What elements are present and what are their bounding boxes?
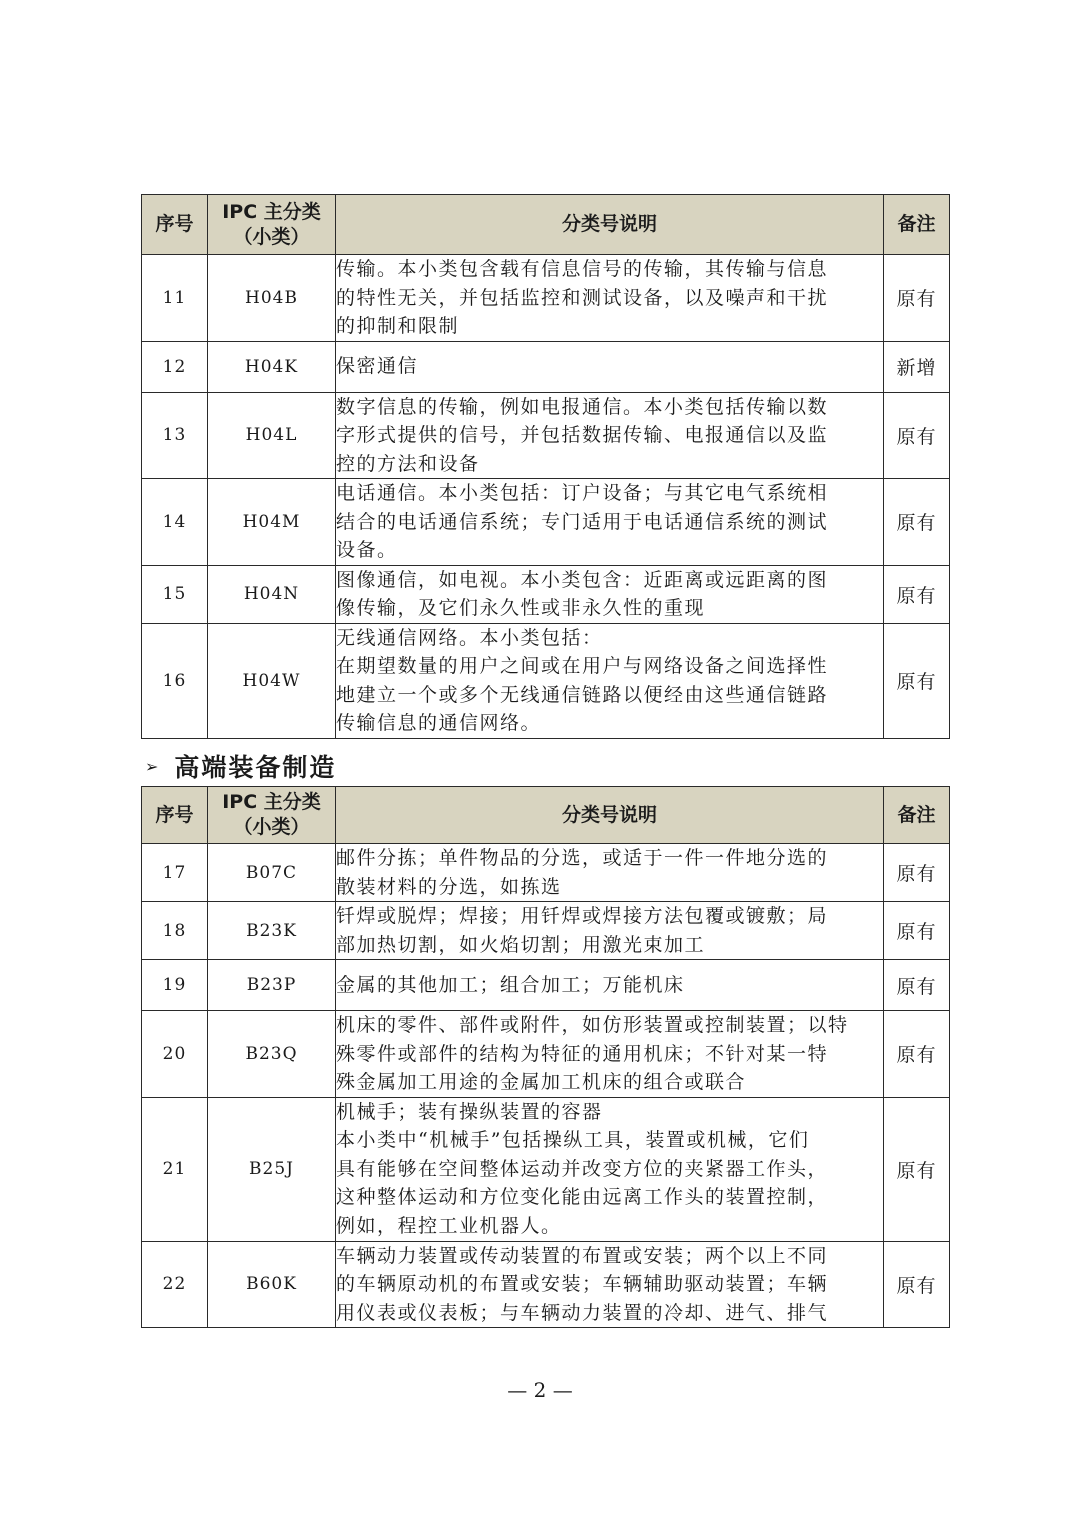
remark-cell: 原有 bbox=[884, 844, 950, 902]
serial-number-cell: 11 bbox=[142, 255, 208, 342]
description-line: 金属的其他加工；组合加工；万能机床 bbox=[336, 973, 685, 996]
description-line: 机床的零件、部件或附件，如仿形装置或控制装置；以特 bbox=[336, 1014, 849, 1036]
remark-cell: 原有 bbox=[884, 1011, 950, 1098]
description-line: 传输。本小类包含载有信息信号的传输，其传输与信息 bbox=[336, 258, 829, 280]
header-ipc-class-line2: （小类） bbox=[233, 816, 310, 838]
description-cell bbox=[336, 255, 884, 342]
description-line: 车辆动力装置或传动装置的布置或安装；两个以上不同 bbox=[336, 1244, 829, 1267]
remark-cell: 原有 bbox=[884, 960, 950, 1011]
table-row bbox=[142, 844, 950, 902]
ipc-table-communications bbox=[141, 194, 950, 739]
header-serial-number: 序号 bbox=[142, 787, 208, 844]
ipc-code-cell: H04N bbox=[208, 565, 336, 623]
table-row bbox=[142, 392, 950, 479]
table-body bbox=[142, 844, 950, 1328]
header-serial-number: 序号 bbox=[142, 195, 208, 255]
table-row bbox=[142, 902, 950, 960]
ipc-code-cell: B60K bbox=[208, 1241, 336, 1328]
description-cell bbox=[336, 1241, 884, 1328]
header-description: 分类号说明 bbox=[336, 787, 884, 844]
serial-number-cell: 17 bbox=[142, 844, 208, 902]
description-cell bbox=[336, 565, 884, 623]
remark-cell: 原有 bbox=[884, 1097, 950, 1241]
description-cell bbox=[336, 341, 884, 392]
description-line: 控的方法和设备 bbox=[336, 452, 480, 475]
description-line: 的特性无关，并包括监控和测试设备，以及噪声和干扰 bbox=[336, 286, 829, 309]
table-row bbox=[142, 479, 950, 566]
description-line: 结合的电话通信系统；专门适用于电话通信系统的测试 bbox=[336, 510, 829, 533]
description-line: 具有能够在空间整体运动并改变方位的夹紧器工作头， bbox=[336, 1157, 829, 1180]
ipc-code-cell: B23K bbox=[208, 902, 336, 960]
description-line: 地建立一个或多个无线通信链路以便经由这些通信链路 bbox=[336, 683, 829, 706]
ipc-code-cell: H04L bbox=[208, 392, 336, 479]
description-line: 散装材料的分选，如拣选 bbox=[336, 875, 562, 898]
table-row bbox=[142, 1097, 950, 1241]
remark-cell: 原有 bbox=[884, 1241, 950, 1328]
serial-number-cell: 15 bbox=[142, 565, 208, 623]
ipc-code-cell: H04W bbox=[208, 623, 336, 738]
table-row bbox=[142, 341, 950, 392]
description-cell bbox=[336, 392, 884, 479]
description-line: 机械手；装有操纵装置的容器 bbox=[336, 1100, 603, 1123]
serial-number-cell: 19 bbox=[142, 960, 208, 1011]
table-row bbox=[142, 255, 950, 342]
serial-number-cell: 14 bbox=[142, 479, 208, 566]
description-cell bbox=[336, 960, 884, 1011]
serial-number-cell: 21 bbox=[142, 1097, 208, 1241]
ipc-code-cell: H04M bbox=[208, 479, 336, 566]
description-line: 设备。 bbox=[336, 539, 398, 561]
remark-cell: 原有 bbox=[884, 902, 950, 960]
table-row bbox=[142, 565, 950, 623]
serial-number-cell: 22 bbox=[142, 1241, 208, 1328]
remark-cell: 原有 bbox=[884, 479, 950, 566]
description-line: 保密通信 bbox=[336, 355, 419, 378]
remark-cell: 原有 bbox=[884, 623, 950, 738]
table-header-row bbox=[142, 195, 950, 255]
description-line: 的车辆原动机的布置或安装；车辆辅助驱动装置；车辆 bbox=[336, 1273, 829, 1295]
description-line: 像传输，及它们永久性或非永久性的重现 bbox=[336, 597, 706, 619]
description-line: 邮件分拣；单件物品的分选，或适于一件一件地分选的 bbox=[336, 847, 829, 869]
table-row bbox=[142, 1011, 950, 1098]
description-cell bbox=[336, 1011, 884, 1098]
header-ipc-class bbox=[208, 195, 336, 255]
description-cell bbox=[336, 623, 884, 738]
description-cell bbox=[336, 479, 884, 566]
remark-cell: 原有 bbox=[884, 255, 950, 342]
description-line: 部加热切割，如火焰切割；用激光束加工 bbox=[336, 933, 706, 956]
description-line: 电话通信。本小类包括：订户设备；与其它电气系统相 bbox=[336, 482, 829, 504]
ipc-code-cell: B23P bbox=[208, 960, 336, 1011]
header-description: 分类号说明 bbox=[336, 195, 884, 255]
description-line: 图像通信，如电视。本小类包含：近距离或远距离的图 bbox=[336, 568, 829, 591]
header-ipc-class-line2: （小类） bbox=[233, 225, 310, 248]
ipc-code-cell: H04B bbox=[208, 255, 336, 342]
description-line: 殊金属加工用途的金属加工机床的组合或联合 bbox=[336, 1071, 747, 1093]
description-cell bbox=[336, 1097, 884, 1241]
remark-cell: 新增 bbox=[884, 341, 950, 392]
arrow-bullet-icon: ➢ bbox=[145, 756, 159, 776]
header-remarks: 备注 bbox=[884, 787, 950, 844]
serial-number-cell: 13 bbox=[142, 392, 208, 479]
description-line: 本小类中“机械手”包括操纵工具，装置或机械，它们 bbox=[336, 1129, 810, 1152]
table-row bbox=[142, 960, 950, 1011]
remark-cell: 原有 bbox=[884, 565, 950, 623]
serial-number-cell: 12 bbox=[142, 341, 208, 392]
ipc-code-cell: B25J bbox=[208, 1097, 336, 1241]
description-line: 字形式提供的信号，并包括数据传输、电报通信以及监 bbox=[336, 424, 829, 446]
description-line: 殊零件或部件的结构为特征的通用机床；不针对某一特 bbox=[336, 1042, 829, 1065]
table-header-row bbox=[142, 787, 950, 844]
description-line: 例如，程控工业机器人。 bbox=[336, 1214, 562, 1237]
ipc-code-cell: B07C bbox=[208, 844, 336, 902]
header-ipc-class-line1: IPC 主分类 bbox=[222, 200, 321, 223]
serial-number-cell: 18 bbox=[142, 902, 208, 960]
description-line: 数字信息的传输，例如电报通信。本小类包括传输以数 bbox=[336, 395, 829, 418]
ipc-code-cell: H04K bbox=[208, 341, 336, 392]
description-line: 传输信息的通信网络。 bbox=[336, 712, 542, 734]
description-cell bbox=[336, 902, 884, 960]
header-ipc-class-line1: IPC 主分类 bbox=[222, 791, 321, 813]
description-line: 在期望数量的用户之间或在用户与网络设备之间选择性 bbox=[336, 655, 829, 677]
ipc-code-cell: B23Q bbox=[208, 1011, 336, 1098]
section-title: 高端装备制造 bbox=[174, 753, 337, 782]
table-row bbox=[142, 1241, 950, 1328]
header-ipc-class bbox=[208, 787, 336, 844]
section-heading bbox=[145, 748, 336, 784]
description-line: 的抑制和限制 bbox=[336, 315, 460, 337]
table-row bbox=[142, 623, 950, 738]
description-line: 这种整体运动和方位变化能由远离工作头的装置控制， bbox=[336, 1186, 829, 1209]
header-remarks: 备注 bbox=[884, 195, 950, 255]
description-line: 无线通信网络。本小类包括： bbox=[336, 626, 603, 649]
serial-number-cell: 20 bbox=[142, 1011, 208, 1098]
serial-number-cell: 16 bbox=[142, 623, 208, 738]
remark-cell: 原有 bbox=[884, 392, 950, 479]
description-line: 钎焊或脱焊；焊接；用钎焊或焊接方法包覆或镀敷；局 bbox=[336, 905, 829, 927]
table-body bbox=[142, 255, 950, 739]
page-number: — 2 — bbox=[507, 1378, 573, 1402]
ipc-table-high-end-equipment bbox=[141, 786, 950, 1328]
description-cell bbox=[336, 844, 884, 902]
description-line: 用仪表或仪表板；与车辆动力装置的冷却、进气、排气 bbox=[336, 1301, 829, 1324]
